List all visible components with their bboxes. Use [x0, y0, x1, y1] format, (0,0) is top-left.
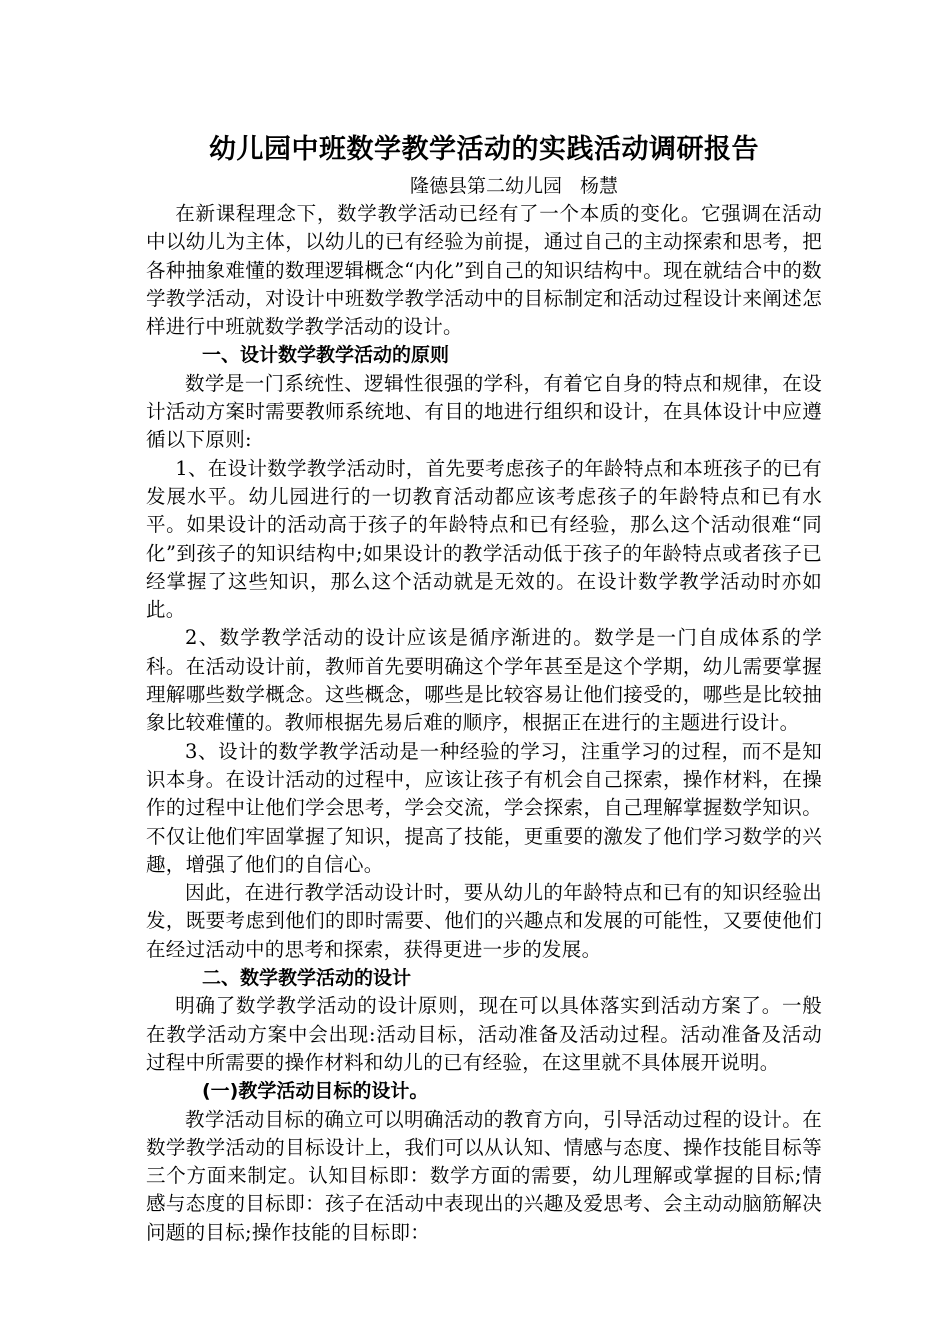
document-author: 隆德县第二幼儿园 杨慧 [409, 175, 619, 197]
subsection-heading-goals: (一)教学活动目标的设计。 [202, 1080, 429, 1103]
paragraph: 明确了数学教学活动的设计原则，现在可以具体落实到活动方案了。一般在教学活动方案中会出现:活动目标，活动准备及活动过程。活动准备及活动过程中所需要的操作材料和幼儿的已有经验，在这里就不具体展开说明。 [146, 994, 822, 1074]
intro-paragraph: 在新课程理念下，数学教学活动已经有了一个本质的变化。它强调在活动中以幼儿为主体，以幼儿的已有经验为前提，通过自己的主动探索和思考，把各种抽象难懂的数理逻辑概念“内化”到自己的知识结构中。现在就结合中的数学教学活动，对设计中班数学教学活动中的目标制定和活动过程设计来阐述怎样进行中班就数学教学活动的设计。 [146, 202, 822, 339]
paragraph: 教学活动目标的确立可以明确活动的教育方向，引导活动过程的设计。在数学教学活动的目标设计上，我们可以从认知、情感与态度、操作技能目标等三个方面来制定。认知目标即：数学方面的需要，幼儿理解或掌握的目标;情感与态度的目标即：孩子在活动中表现出的兴趣及爱思考、会主动动脑筋解决问题的目标;操作技能的目标即： [146, 1107, 822, 1244]
paragraph: 2、数学教学活动的设计应该是循序渐进的。数学是一门自成体系的学科。在活动设计前，教师首先要明确这个学年甚至是这个学期，幼儿需要掌握理解哪些数学概念。这些概念，哪些是比较容易让他们接受的，哪些是比较抽象比较难懂的。教师根据先易后难的顺序，根据正在进行的主题进行设计。 [146, 626, 822, 735]
document-title: 幼儿园中班数学教学活动的实践活动调研报告 [209, 134, 759, 165]
section-heading-principles: 一、设计数学教学活动的原则 [202, 344, 450, 367]
paragraph: 因此，在进行教学活动设计时，要从幼儿的年龄特点和已有的知识经验出发，既要考虑到他们的即时需要、他们的兴趣点和发展的可能性，又要使他们在经过活动中的思考和探索，获得更进一步的发展。 [146, 881, 822, 961]
paragraph: 1、在设计数学教学活动时，首先要考虑孩子的年龄特点和本班孩子的已有发展水平。幼儿园进行的一切教育活动都应该考虑孩子的年龄特点和已有水平。如果设计的活动高于孩子的年龄特点和已有经验，那么这个活动很难“同化”到孩子的知识结构中;如果设计的教学活动低于孩子的年龄特点或者孩子已经掌握了这些知识，那么这个活动就是无效的。在设计数学教学活动时亦如此。 [146, 456, 822, 622]
paragraph: 3、设计的数学教学活动是一种经验的学习，注重学习的过程，而不是知识本身。在设计活动的过程中，应该让孩子有机会自己探索，操作材料，在操作的过程中让他们学会思考，学会交流，学会探索，自己理解掌握数学知识。不仅让他们牢固掌握了知识，提高了技能，更重要的激发了他们学习数学的兴趣，增强了他们的自信心。 [146, 739, 822, 876]
section-heading-design: 二、数学教学活动的设计 [202, 967, 412, 990]
paragraph: 数学是一门系统性、逻辑性很强的学科，有着它自身的特点和规律，在设计活动方案时需要教师系统地、有目的地进行组织和设计，在具体设计中应遵循以下原则: [146, 371, 822, 452]
document-page [146, 128, 822, 1247]
